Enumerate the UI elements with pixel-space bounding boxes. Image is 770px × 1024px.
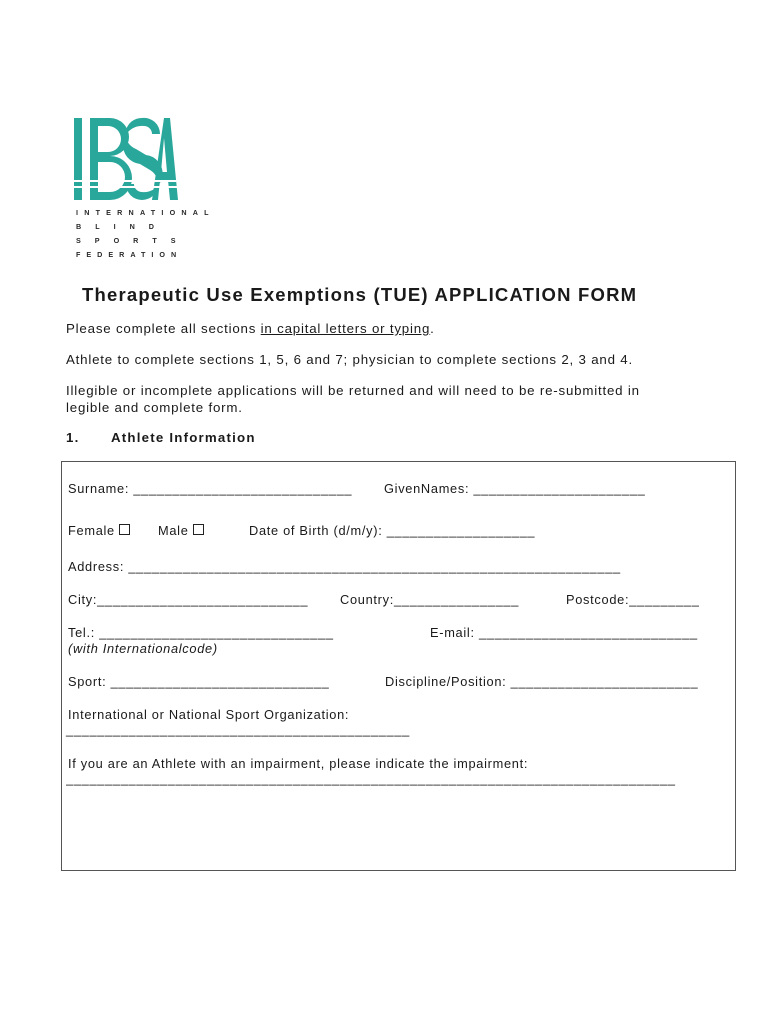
given-names-field[interactable]: GivenNames: ______________________ [384,481,646,496]
address-field[interactable]: Address: _______________________________________________________________ [68,559,621,574]
instruction-line-3a: Illegible or incomplete applications will be returned and will need to be re-submitted in [66,383,640,398]
instruction-line-1-suffix: . [430,321,435,336]
female-label: Female [68,523,115,538]
tel-note: (with Internationalcode) [68,641,218,656]
ibsa-logo-mark [70,110,180,210]
instruction-line-1 [66,321,435,336]
city-field[interactable]: City:___________________________ [68,592,309,607]
logo-tagline-line3: SPORTS [76,236,190,245]
female-option[interactable] [68,523,130,538]
male-label: Male [158,523,189,538]
tel-field[interactable]: Tel.: ______________________________ [68,625,334,640]
form-title: Therapeutic Use Exemptions (TUE) APPLICATION FORM [82,284,638,305]
organization-field[interactable]: ____________________________________________ [66,722,410,737]
date-of-birth-field[interactable]: Date of Birth (d/m/y): ___________________ [249,523,536,538]
section-heading: Athlete Information [111,430,256,445]
male-checkbox[interactable] [193,524,204,535]
instruction-line-3b: legible and complete form. [66,400,243,415]
organization-label: International or National Sport Organization: [68,707,350,722]
sport-field[interactable]: Sport: ____________________________ [68,674,330,689]
country-field[interactable]: Country:________________ [340,592,520,607]
logo-tagline-line1: INTERNATIONAL [76,208,215,217]
male-option[interactable] [158,523,204,538]
email-field[interactable]: E-mail: ____________________________ [430,625,698,640]
logo-tagline-line4: FEDERATION [76,250,183,259]
female-checkbox[interactable] [119,524,130,535]
instruction-line-2: Athlete to complete sections 1, 5, 6 and 7; physician to complete sections 2, 3 and 4. [66,352,633,367]
instruction-line-1-underlined: in capital letters or typing [260,321,431,336]
postcode-field[interactable]: Postcode:_________ [566,592,700,607]
impairment-label: If you are an Athlete with an impairment, please indicate the impairment: [68,756,529,771]
section-number: 1. [66,430,80,445]
surname-field[interactable]: Surname: ____________________________ [68,481,353,496]
instruction-line-1-prefix: Please complete all sections [66,321,261,336]
impairment-field[interactable]: ______________________________________________________________________________ [66,771,676,786]
discipline-field[interactable]: Discipline/Position: ________________________ [385,674,699,689]
logo-tagline-line2: BLIND [76,222,168,231]
